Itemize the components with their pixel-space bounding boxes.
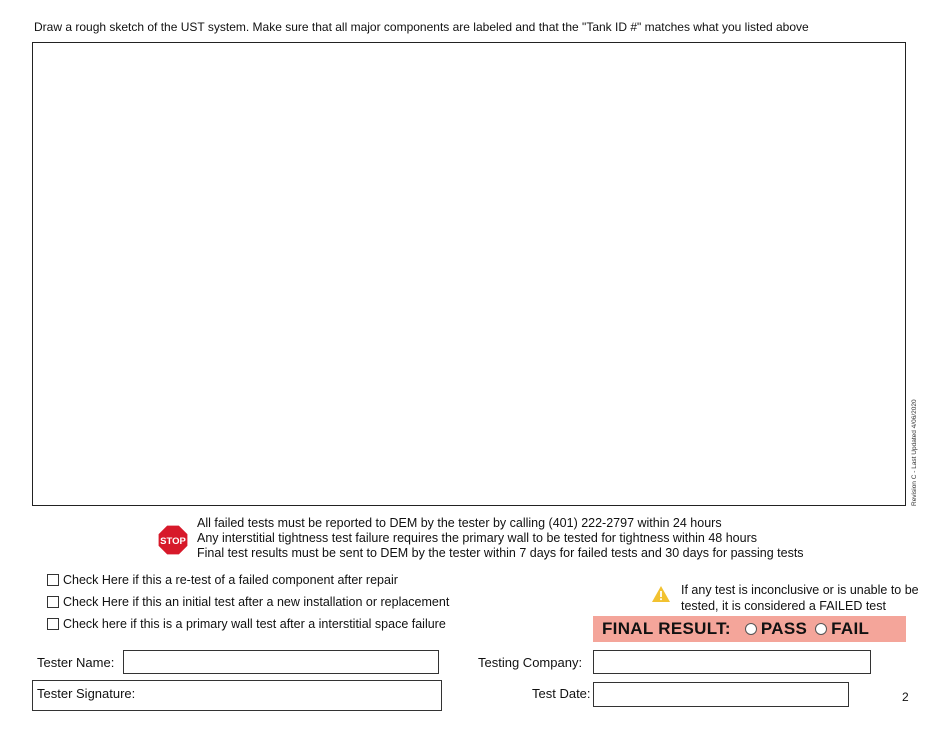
tester-signature-box[interactable] (32, 680, 442, 711)
warning-line: tested, it is considered a FAILED test (681, 599, 886, 613)
initial-test-checkbox-label: Check Here if this an initial test after a new installation or replacement (63, 595, 450, 609)
warning-icon (651, 585, 671, 603)
notice-line: Any interstitial tightness test failure requires the primary wall to be tested for tightness within 48 hours (197, 531, 757, 545)
tester-name-label: Tester Name: (37, 655, 115, 670)
stop-sign-icon (157, 524, 189, 556)
primary-wall-checkbox[interactable] (47, 618, 59, 630)
testing-company-input[interactable] (593, 650, 871, 674)
sketch-instruction: Draw a rough sketch of the UST system. Make sure that all major components are labeled and that the "Tank ID #" matches what you listed above (34, 20, 809, 34)
notice-block (197, 516, 804, 561)
fail-option[interactable] (815, 619, 869, 639)
test-date-label: Test Date: (532, 686, 591, 701)
retest-checkbox[interactable] (47, 574, 59, 586)
final-result-label: FINAL RESULT: (602, 619, 731, 638)
pass-radio[interactable] (745, 623, 757, 635)
primary-wall-checkbox-row[interactable] (47, 617, 446, 631)
notice-line: All failed tests must be reported to DEM by the tester by calling (401) 222-2797 within 24 hours (197, 516, 722, 530)
fail-radio[interactable] (815, 623, 827, 635)
pass-label: PASS (760, 619, 808, 638)
tester-name-input[interactable] (123, 650, 439, 674)
revision-note: Revision C - Last Updated 4/06/2020 (911, 399, 918, 506)
pass-option[interactable] (745, 619, 807, 639)
page-number: 2 (902, 690, 909, 704)
initial-test-checkbox[interactable] (47, 596, 59, 608)
retest-checkbox-label: Check Here if this a re-test of a failed component after repair (63, 573, 398, 587)
stop-sign-text: STOP (160, 536, 186, 547)
tester-signature-label: Tester Signature: (37, 686, 136, 701)
initial-test-checkbox-row[interactable] (47, 595, 449, 609)
sketch-area[interactable] (32, 42, 906, 506)
test-date-input[interactable] (593, 682, 849, 707)
retest-checkbox-row[interactable] (47, 573, 398, 587)
primary-wall-checkbox-label: Check here if this is a primary wall test after a interstitial space failure (63, 617, 446, 631)
testing-company-label: Testing Company: (478, 655, 583, 670)
inconclusive-warning (681, 582, 919, 614)
warning-line: If any test is inconclusive or is unable to be (681, 583, 919, 597)
fail-label: FAIL (831, 619, 870, 638)
notice-line: Final test results must be sent to DEM by the tester within 7 days for failed tests and 30 days for passing tests (197, 546, 804, 560)
final-result-bar (593, 616, 906, 642)
